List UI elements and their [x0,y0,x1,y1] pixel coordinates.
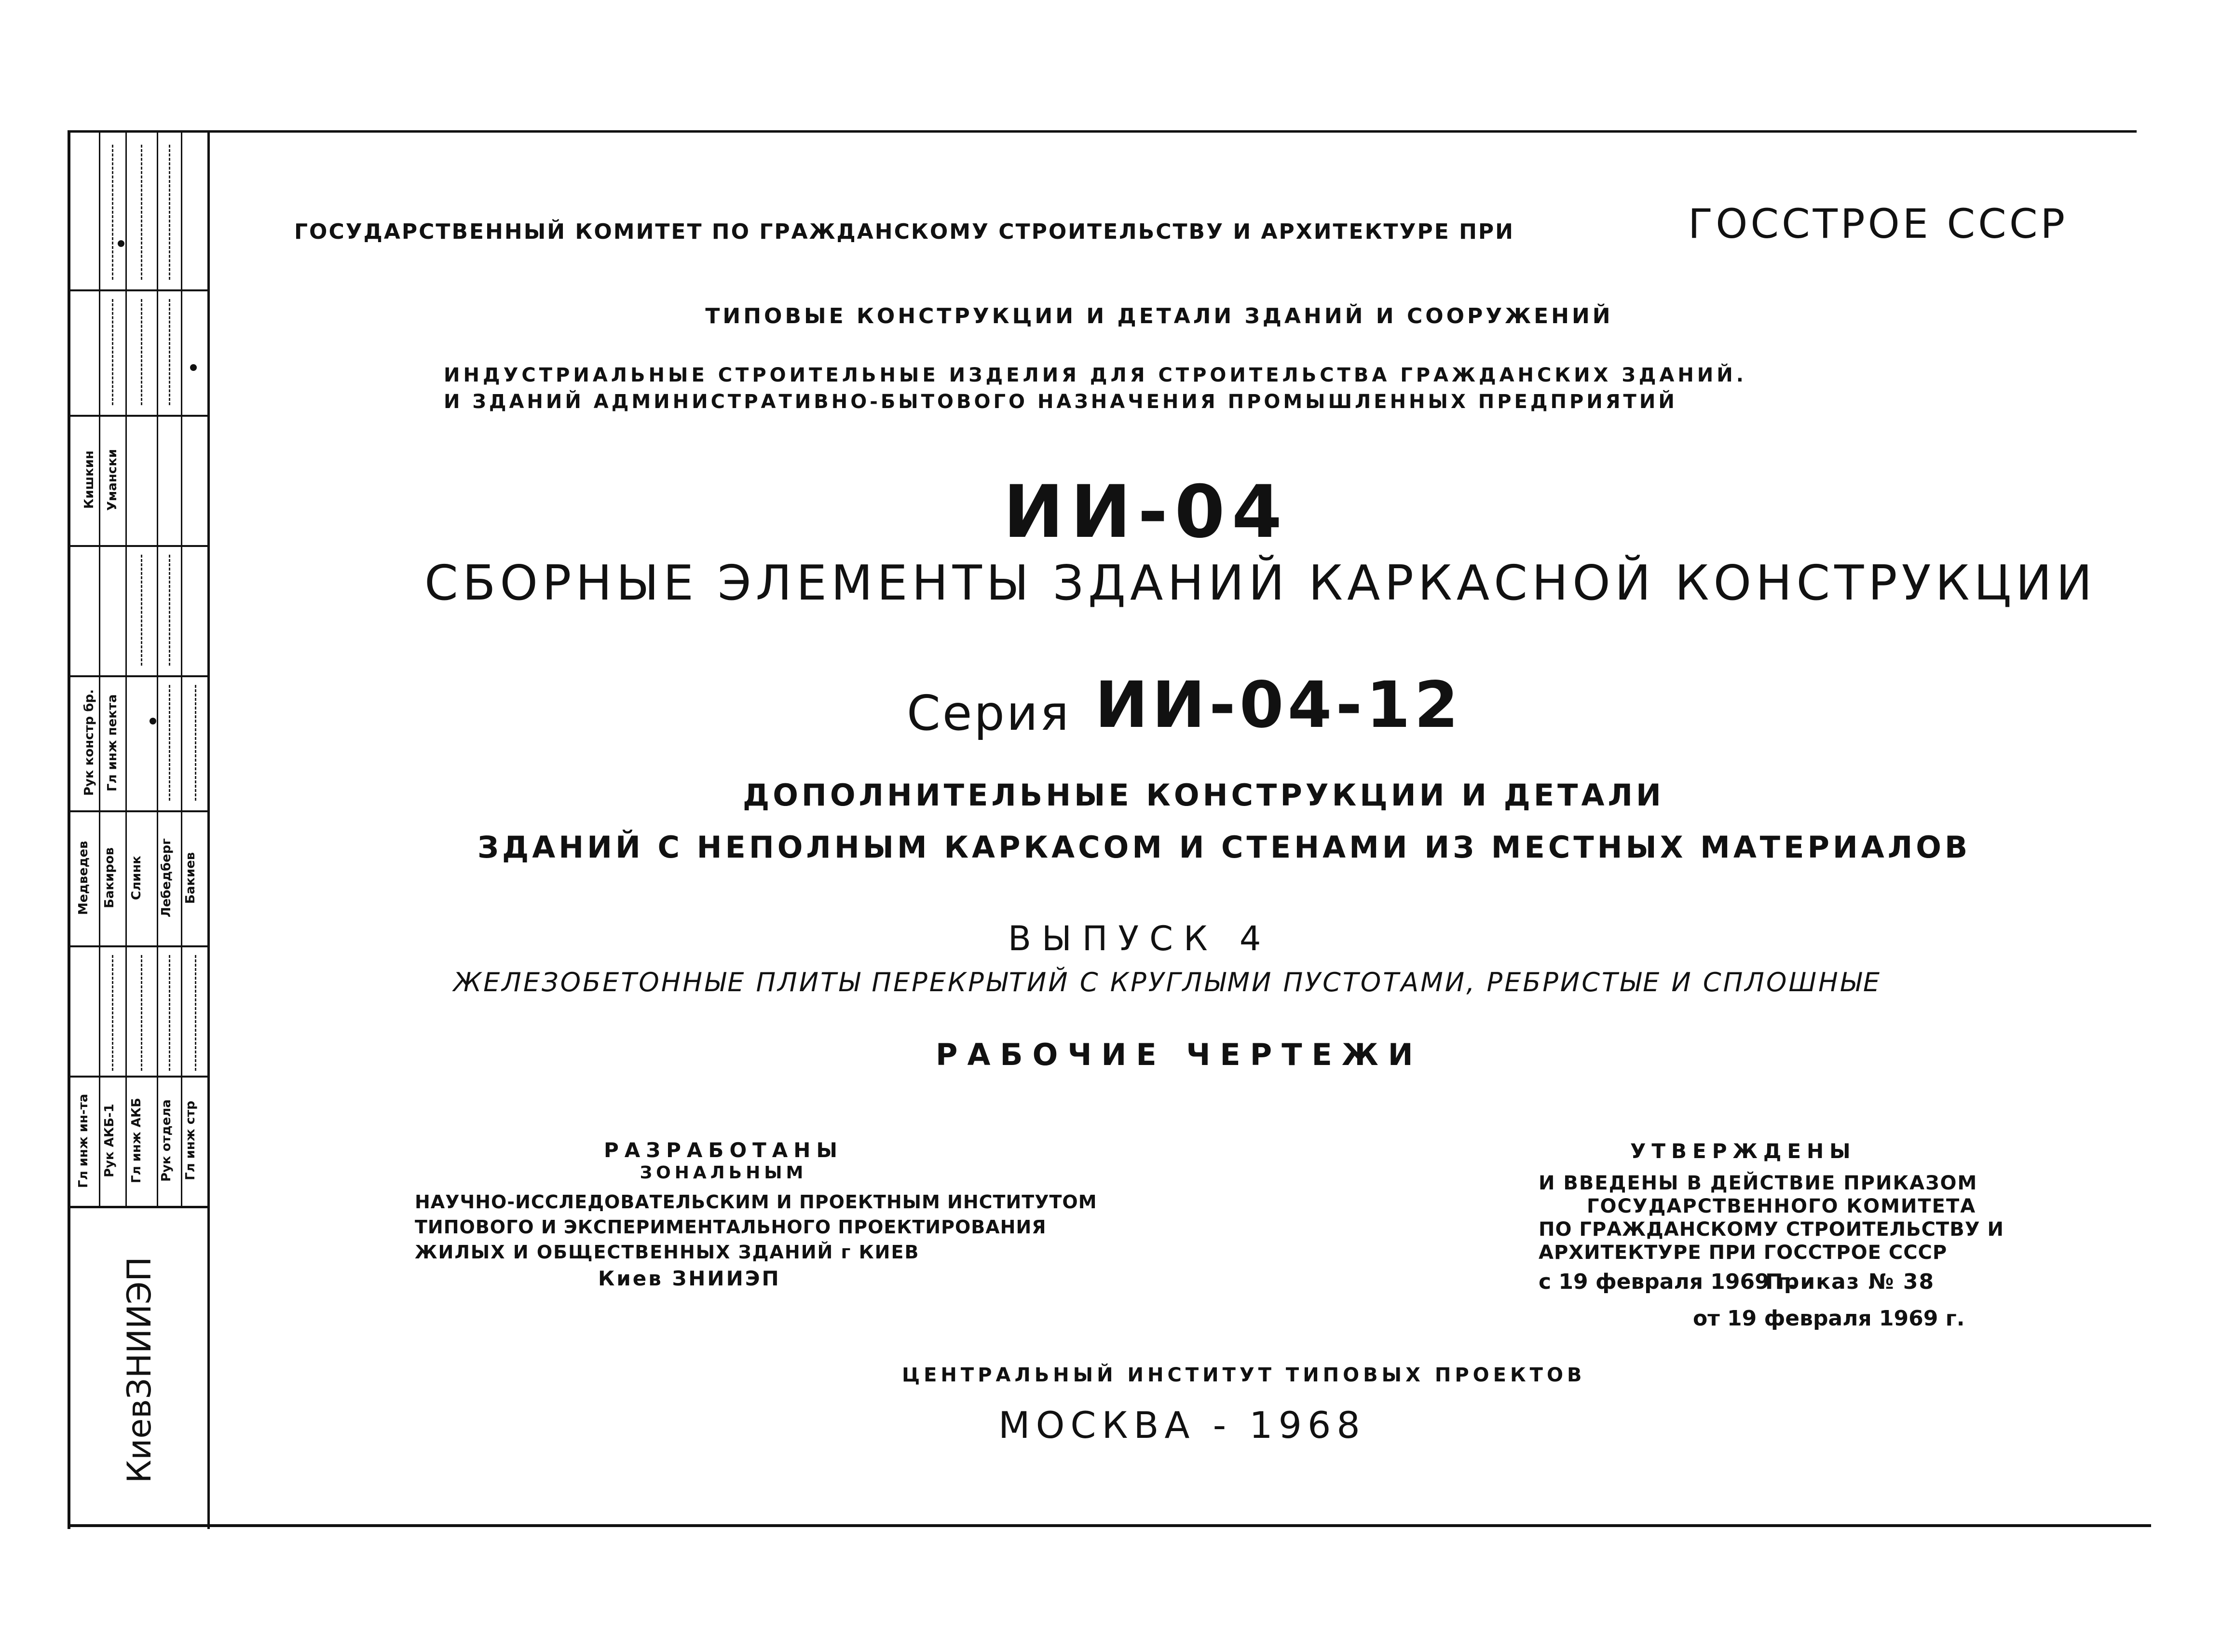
approved-title: УТВЕРЖДЕНЫ [1630,1139,1856,1163]
sidebar-role-6: Рук отдела [159,1099,174,1182]
approved-effective-date: с 19 февраля 1969 г. [1539,1270,1796,1294]
working-drawings: РАБОЧИЕ ЧЕРТЕЖИ [936,1037,1423,1072]
series-word: Серия [907,685,1071,741]
series-code: ИИ-04-12 [1095,668,1462,742]
sidebar-role-1: Рук констр бр. [82,689,96,796]
sidebar-row-line-5 [68,810,210,812]
sidebar-row-line-7 [68,1076,210,1078]
sidebar-row-line-2 [68,415,210,417]
city-year: МОСКВА - 1968 [998,1404,1366,1447]
sidebar-dash [169,555,170,666]
gosstroy-label: ГОССТРОЕ СССР [1688,200,2068,247]
sidebar-divider-3 [157,130,158,1206]
sidebar-name-1: Кишкин [82,451,96,509]
developed-title: РАЗРАБОТАНЫ [604,1138,843,1162]
typical-constructions: ТИПОВЫЕ КОНСТРУКЦИИ И ДЕТАЛИ ЗДАНИЙ И СООРУЖЕНИЙ [705,304,1613,328]
sidebar-role-4: Рук АКБ-1 [102,1104,117,1178]
sidebar-name-7: Бакиев [183,852,198,904]
sidebar-dash [195,955,196,1071]
additional-line-1: ДОПОЛНИТЕЛЬНЫЕ КОНСТРУКЦИИ И ДЕТАЛИ [743,778,1664,813]
sidebar-dash [141,955,142,1071]
sidebar-row-line-1 [68,289,210,291]
sidebar-dash [195,685,196,801]
developed-line: НАУЧНО-ИССЛЕДОВАТЕЛЬСКИМ И ПРОЕКТНЫМ ИНСТИТУТОМ [415,1191,1097,1213]
approved-order-date: от 19 февраля 1969 г. [1693,1306,1965,1331]
sidebar-row-line-6 [68,945,210,947]
additional-line-2: ЗДАНИЙ С НЕПОЛНЫМ КАРКАСОМ И СТЕНАМИ ИЗ МЕСТНЫХ МАТЕРИАЛОВ [477,830,1971,865]
sidebar-dash [112,955,113,1071]
sidebar-row-line-3 [68,545,210,547]
committee-line: ГОСУДАРСТВЕННЫЙ КОМИТЕТ ПО ГРАЖДАНСКОМУ СТРОИТЕЛЬСТВУ И АРХИТЕКТУРЕ ПРИ [294,219,1515,244]
sidebar-divider-1 [99,130,100,1206]
sidebar-dot [190,364,197,371]
sidebar-name-5: Слинк [129,856,144,900]
sidebar-dash [141,555,142,666]
approved-line: ПО ГРАЖДАНСКОМУ СТРОИТЕЛЬСТВУ И [1539,1218,2004,1241]
sidebar-dash [169,685,170,801]
issue-description: ЖЕЛЕЗОБЕТОННЫЕ ПЛИТЫ ПЕРЕКРЫТИЙ С КРУГЛЫМИ ПУСТОТАМИ, РЕБРИСТЫЕ И СПЛОШНЫЕ [453,967,1882,997]
sidebar-name-4: Бакиров [102,847,117,909]
sidebar-role-2: Гл инж пекта [105,694,120,792]
sidebar-code-label: КиевЗНИИЭП [121,1256,159,1483]
sidebar-name-2: Умански [105,449,120,511]
approved-line: АРХИТЕКТУРЕ ПРИ ГОССТРОЕ СССР [1539,1242,1948,1264]
central-institute: ЦЕНТРАЛЬНЫЙ ИНСТИТУТ ТИПОВЫХ ПРОЕКТОВ [902,1364,1586,1386]
issue-title: ВЫПУСК 4 [1008,919,1272,958]
sidebar-dot [150,718,156,724]
developed-line: ЖИЛЫХ И ОБЩЕСТВЕННЫХ ЗДАНИЙ г КИЕВ [415,1242,920,1263]
sidebar-dash [169,955,170,1071]
approved-line: ГОСУДАРСТВЕННОГО КОМИТЕТА [1587,1195,1977,1217]
main-code: ИИ-04 [1003,470,1289,554]
sidebar-dash [112,145,113,280]
sidebar-name-3: Медведев [76,841,91,915]
approved-line: И ВВЕДЕНЫ В ДЕЙСТВИЕ ПРИКАЗОМ [1539,1172,1978,1194]
sidebar-role-5: Гл инж АКБ [129,1098,144,1184]
frame-left-inner-line [207,130,210,1529]
sidebar-role-3: Гл инж ин-та [76,1093,91,1188]
sidebar-dot [118,240,124,247]
frame-left-outer-line [68,130,70,1529]
industrial-line-2: И ЗДАНИЙ АДМИНИСТРАТИВНО-БЫТОВОГО НАЗНАЧЕНИЯ ПРОМЫШЛЕННЫХ ПРЕДПРИЯТИЙ [444,391,1677,413]
sidebar-role-7: Гл инж стр [183,1101,198,1181]
subject-title: СБОРНЫЕ ЭЛЕМЕНТЫ ЗДАНИЙ КАРКАСНОЙ КОНСТРУКЦИИ [424,555,2097,611]
developed-line: ТИПОВОГО И ЭКСПЕРИМЕНТАЛЬНОГО ПРОЕКТИРОВАНИЯ [415,1216,1047,1238]
frame-bottom-line [68,1524,2151,1527]
approved-order: Приказ № 38 [1765,1270,1935,1294]
sidebar-dash [169,145,170,280]
sidebar-row-line-8 [68,1206,210,1208]
sidebar-row-line-4 [68,675,210,677]
sidebar-name-6: Лебедберг [159,838,174,917]
sidebar-divider-2 [125,130,127,1206]
sidebar-divider-4 [181,130,182,1206]
sidebar-dash [141,145,142,280]
industrial-line-1: ИНДУСТРИАЛЬНЫЕ СТРОИТЕЛЬНЫЕ ИЗДЕЛИЯ ДЛЯ СТРОИТЕЛЬСТВА ГРАЖДАНСКИХ ЗДАНИЙ. [444,364,1747,386]
developed-block [410,1138,1037,1184]
frame-top-line [68,130,2137,133]
developed-line: ЗОНАЛЬНЫМ [640,1163,807,1183]
developed-line: Киев ЗНИИЭП [598,1267,781,1290]
